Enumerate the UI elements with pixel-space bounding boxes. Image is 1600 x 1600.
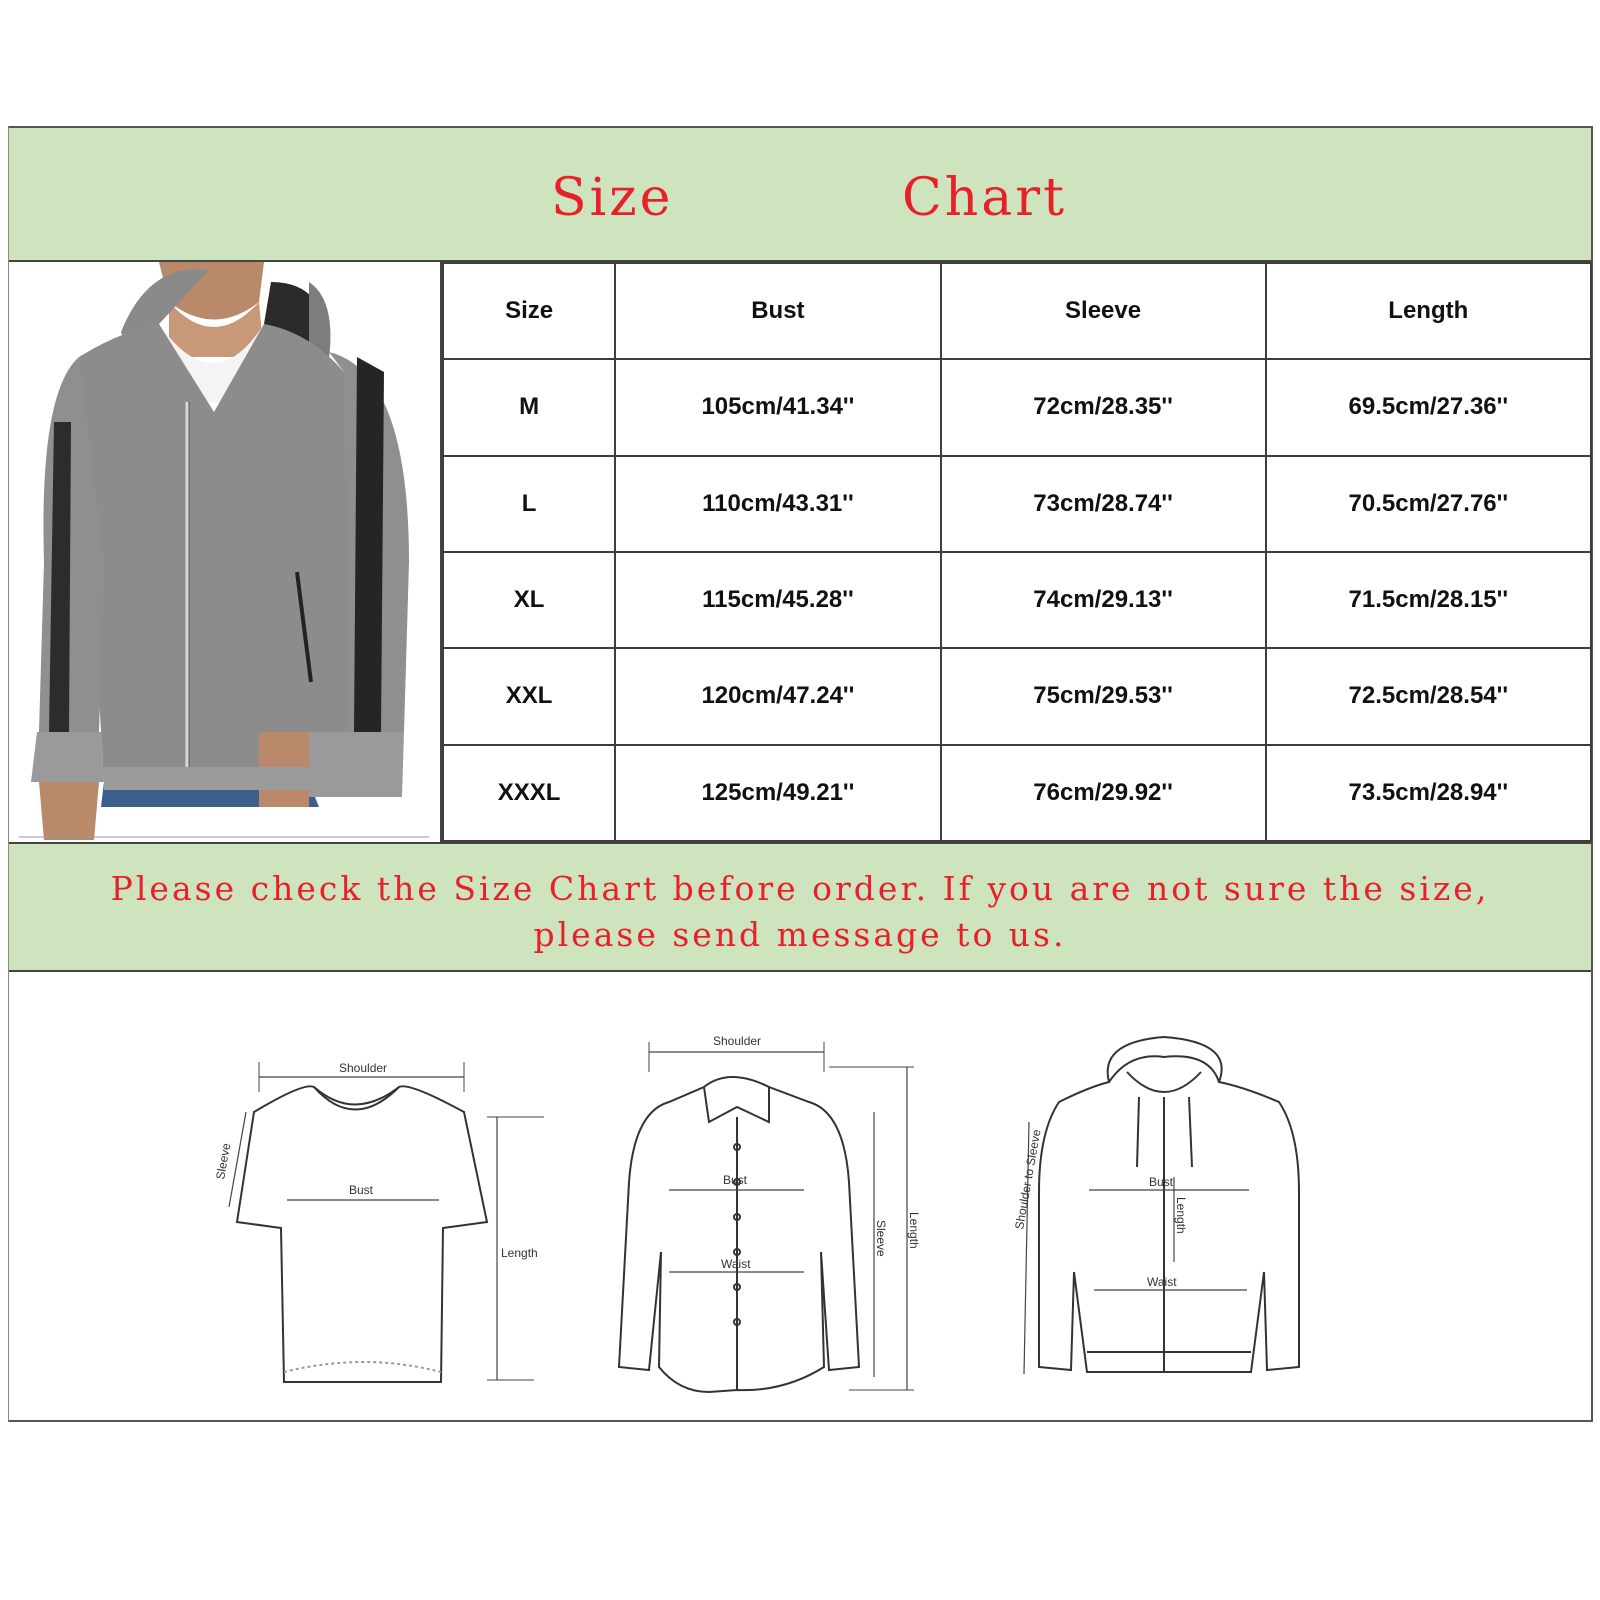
title-word-chart: Chart xyxy=(902,168,1068,228)
cell-size: XXL xyxy=(443,648,615,744)
cell-length: 71.5cm/28.15'' xyxy=(1266,552,1591,648)
hoodie-diagram xyxy=(1012,1037,1299,1374)
notice-line-2: please send message to us. xyxy=(533,915,1067,954)
shirt-shoulder-label: Shoulder xyxy=(713,1034,762,1048)
cell-bust: 110cm/43.31'' xyxy=(615,456,940,552)
tshirt-shoulder-label: Shoulder xyxy=(339,1061,388,1075)
cell-size: L xyxy=(443,456,615,552)
cell-sleeve: 73cm/28.74'' xyxy=(941,456,1266,552)
cell-sleeve: 74cm/29.13'' xyxy=(941,552,1266,648)
hoodie-model-image xyxy=(9,262,440,840)
product-photo xyxy=(9,262,442,842)
table-header-row xyxy=(443,263,1591,359)
table-row xyxy=(443,552,1591,648)
tshirt-diagram xyxy=(213,1061,544,1382)
shirt-sleeve-label: Sleeve xyxy=(874,1220,888,1257)
hoodie-shoulder-to-sleeve-label: Shoulder to Sleeve xyxy=(1012,1128,1044,1231)
notice-text xyxy=(9,844,1591,958)
size-chart-sheet xyxy=(8,126,1593,1422)
notice-line-1: Please check the Size Chart before order. If you are not sure the size, xyxy=(110,869,1490,908)
cell-sleeve: 76cm/29.92'' xyxy=(941,745,1266,841)
cell-bust: 125cm/49.21'' xyxy=(615,745,940,841)
table-row xyxy=(443,648,1591,744)
cell-size: XXXL xyxy=(443,745,615,841)
cell-size: XL xyxy=(443,552,615,648)
header-sleeve: Sleeve xyxy=(941,263,1266,359)
header-length: Length xyxy=(1266,263,1591,359)
shirt-diagram xyxy=(619,1034,921,1392)
header-bust: Bust xyxy=(615,263,940,359)
tshirt-bust-label: Bust xyxy=(349,1183,374,1197)
hoodie-waist-label: Waist xyxy=(1147,1275,1177,1289)
cell-sleeve: 72cm/28.35'' xyxy=(941,359,1266,455)
header-size: Size xyxy=(443,263,615,359)
shirt-length-label: Length xyxy=(907,1212,921,1249)
table-row xyxy=(443,359,1591,455)
title-word-size: Size xyxy=(551,168,674,228)
cell-bust: 120cm/47.24'' xyxy=(615,648,940,744)
table-row xyxy=(443,456,1591,552)
table-row xyxy=(443,745,1591,841)
title-band xyxy=(9,128,1591,262)
tshirt-sleeve-label: Sleeve xyxy=(213,1141,234,1181)
notice-band xyxy=(9,842,1591,972)
cell-bust: 105cm/41.34'' xyxy=(615,359,940,455)
cell-length: 72.5cm/28.54'' xyxy=(1266,648,1591,744)
shirt-bust-label: Bust xyxy=(723,1173,748,1187)
size-table xyxy=(442,262,1592,842)
cell-length: 73.5cm/28.94'' xyxy=(1266,745,1591,841)
garment-diagrams xyxy=(9,972,1592,1422)
measurement-diagrams xyxy=(9,972,1591,1422)
tshirt-length-label: Length xyxy=(501,1246,538,1260)
hoodie-length-label: Length xyxy=(1174,1197,1188,1234)
hoodie-bust-label: Bust xyxy=(1149,1175,1174,1189)
cell-length: 70.5cm/27.76'' xyxy=(1266,456,1591,552)
cell-size: M xyxy=(443,359,615,455)
cell-length: 69.5cm/27.36'' xyxy=(1266,359,1591,455)
cell-bust: 115cm/45.28'' xyxy=(615,552,940,648)
shirt-waist-label: Waist xyxy=(721,1257,751,1271)
cell-sleeve: 75cm/29.53'' xyxy=(941,648,1266,744)
